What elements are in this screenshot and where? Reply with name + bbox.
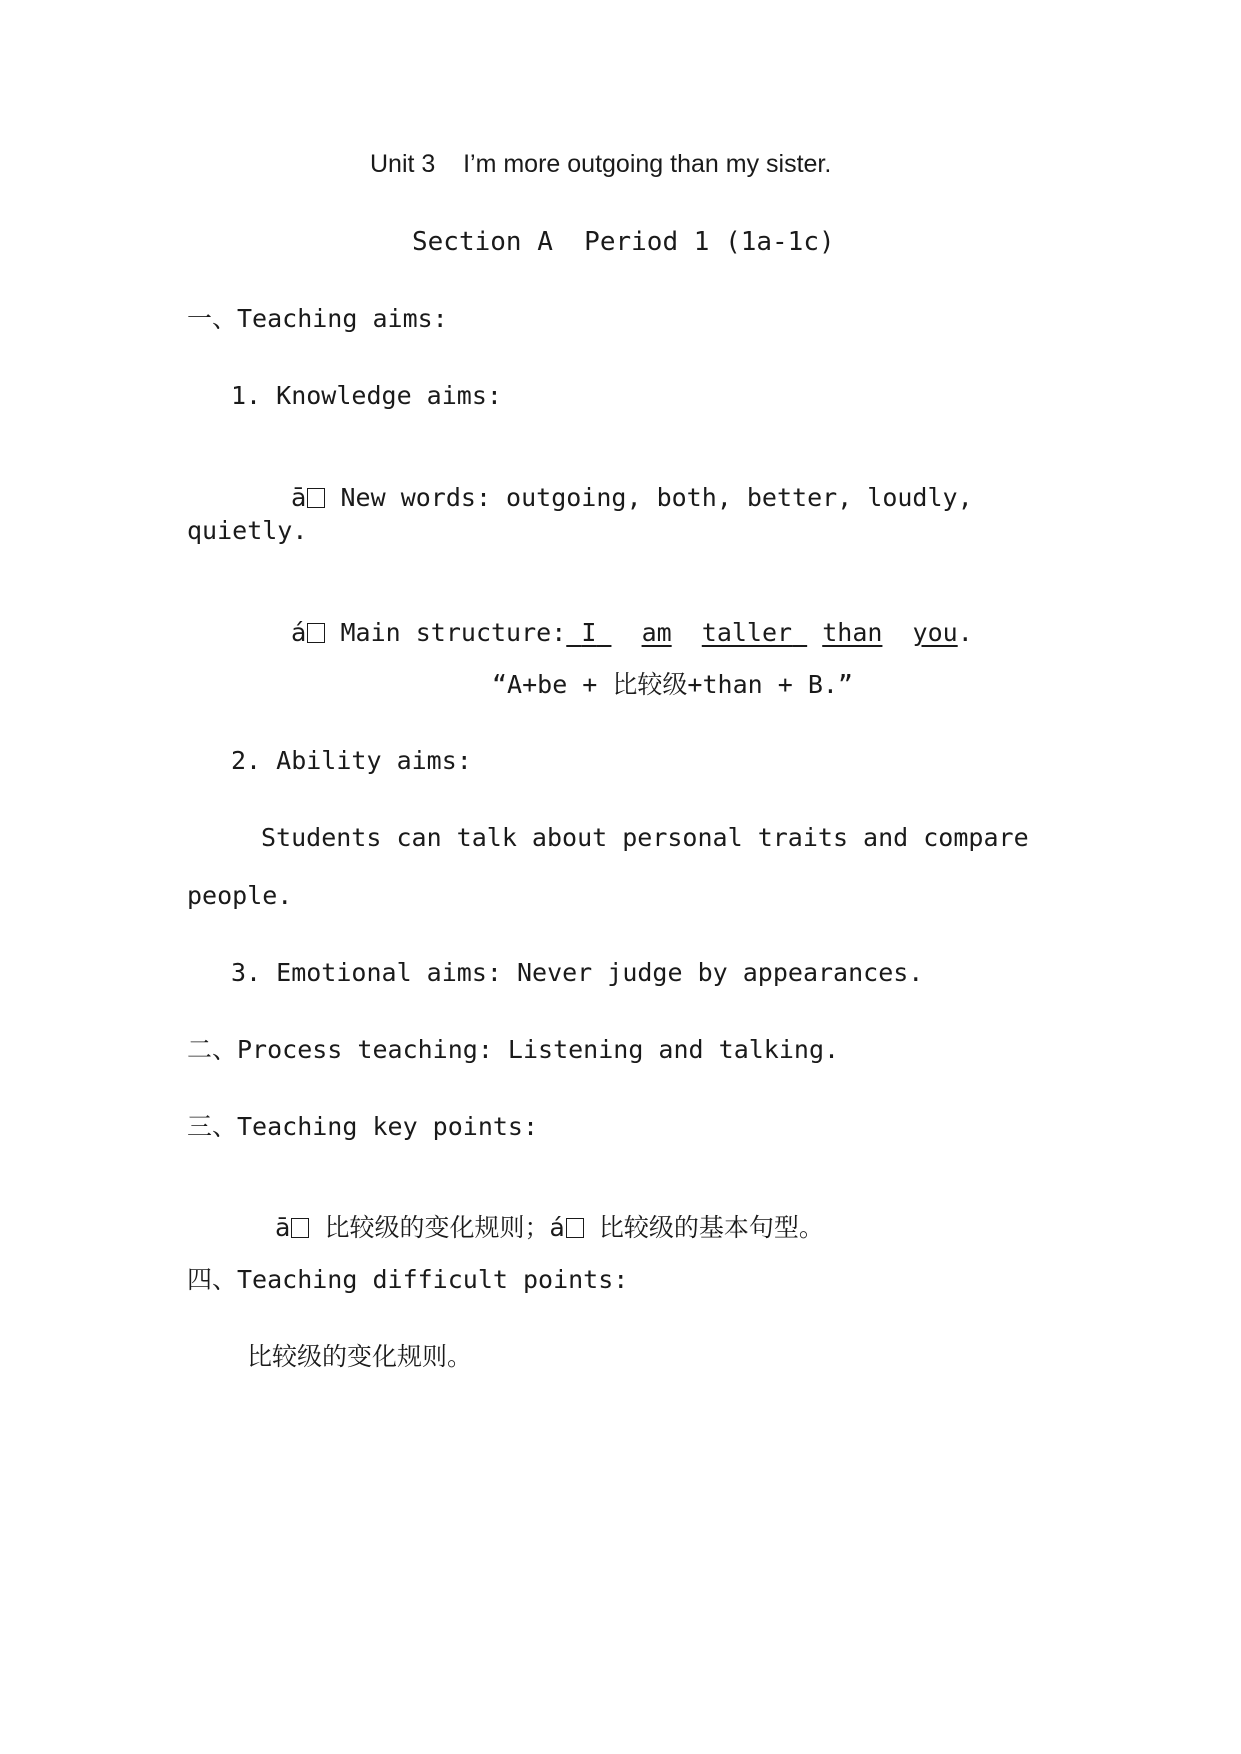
structure-word: taller [701, 618, 793, 647]
heading-teaching-aims: 一、Teaching aims: [187, 304, 448, 333]
structure-word: am [641, 618, 672, 647]
main-structure-label: Main structure: [325, 618, 567, 647]
ability-aims-text: Students can talk about personal traits and compare [261, 823, 1029, 852]
ability-aims-continuation: people. [187, 881, 293, 910]
section-subtitle: Section A Period 1 (1a-1c) [412, 227, 835, 257]
checkbox-glyph-icon [307, 488, 325, 508]
structure-period: . [957, 618, 973, 647]
checkbox-glyph-icon [291, 1218, 309, 1238]
main-structure-line [261, 595, 973, 645]
knowledge-aims-heading: 1. Knowledge aims: [231, 381, 502, 410]
heading-difficult-points: 四、Teaching difficult points: [187, 1265, 629, 1294]
bullet-b-label: á [291, 618, 307, 647]
key-points-line [245, 1190, 824, 1240]
comparative-formula: “A+be + 比较级+than + B.” [492, 670, 853, 699]
document-title: Unit 3 I’m more outgoing than my sister. [370, 150, 832, 178]
heading-key-points: 三、Teaching key points: [187, 1112, 539, 1141]
bullet-a-label: ā [275, 1213, 291, 1242]
key-point-1: 比较级的变化规则； [309, 1213, 550, 1242]
heading-process-teaching: 二、Process teaching: Listening and talking. [187, 1035, 840, 1064]
difficult-points-text: 比较级的变化规则。 [247, 1342, 473, 1371]
new-words-line [261, 460, 973, 510]
ability-aims-heading: 2. Ability aims: [231, 746, 472, 775]
structure-word: you [912, 618, 958, 647]
structure-word: than [822, 618, 883, 647]
structure-word: I [581, 618, 597, 647]
emotional-aims-line: 3. Emotional aims: Never judge by appearances. [231, 958, 924, 987]
bullet-b-label: á [549, 1213, 565, 1242]
checkbox-glyph-icon [307, 623, 325, 643]
new-words-text: New words: outgoing, both, better, loudly, [325, 483, 973, 512]
key-point-2: 比较级的基本句型。 [583, 1213, 824, 1242]
bullet-a-label: ā [291, 483, 307, 512]
checkbox-glyph-icon [566, 1218, 584, 1238]
new-words-continuation: quietly. [187, 516, 308, 545]
